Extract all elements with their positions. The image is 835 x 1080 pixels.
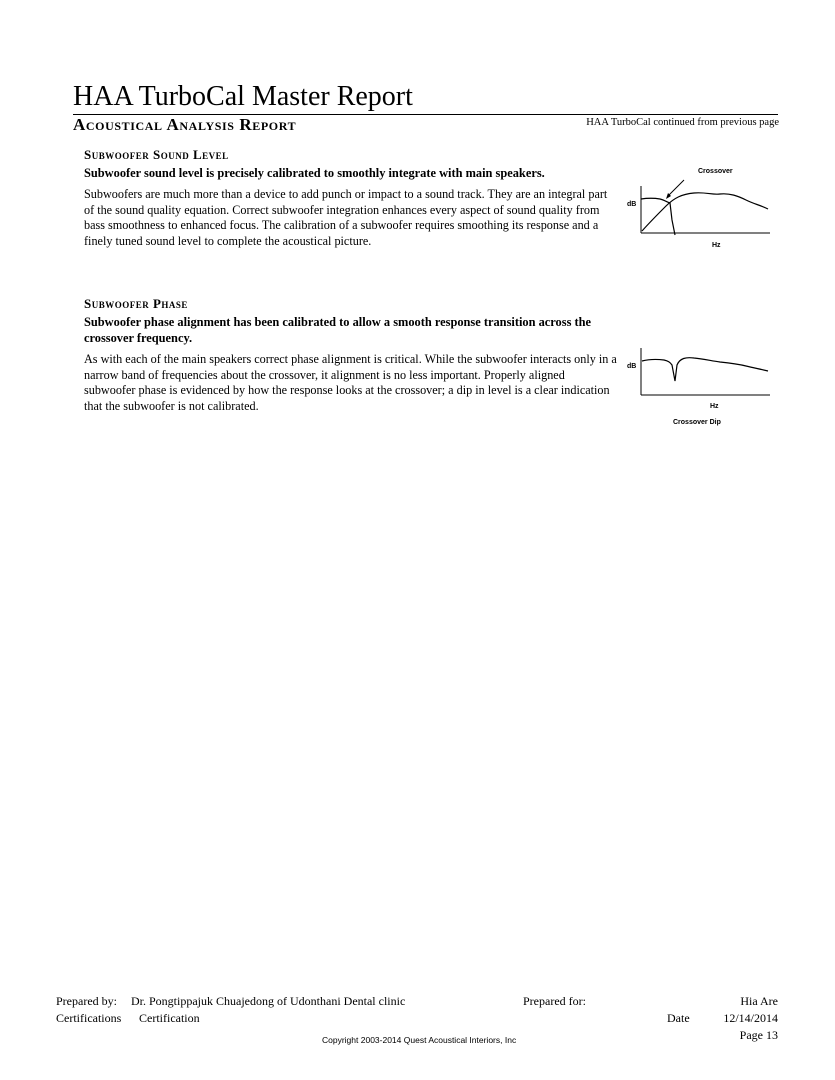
section-body-sound-level: Subwoofers are much more than a device to add punch or impact to a sound track. They are an integral part of the sound quality equation. Correct subwoofer integration enhances every aspect of sound quality from bass smoothness to enhanced focus. The calibration of a subwoofer requires smoothing its response and a finely tuned sound level to complete the acoustical picture.: [84, 187, 608, 248]
section-heading-sound-level: Subwoofer Sound Level: [84, 147, 229, 162]
certifications-value: Certification: [139, 1011, 200, 1025]
crossover-dip-caption: Crossover Dip: [673, 419, 721, 426]
hz-label: Hz: [712, 242, 721, 249]
copyright: Copyright 2003-2014 Quest Acoustical Interiors, Inc: [322, 1035, 517, 1045]
main-speaker-curve: [642, 193, 768, 231]
date-value: 12/14/2014: [723, 1011, 778, 1025]
report-title: HAA TurboCal Master Report: [73, 81, 413, 112]
hz-label: Hz: [710, 403, 719, 410]
date-label: Date: [667, 1011, 690, 1025]
certifications-label: Certifications: [56, 1011, 122, 1025]
db-label: dB: [627, 363, 637, 370]
prepared-by-value: Dr. Pongtippajuk Chuajedong of Udonthani Dental clinic: [131, 994, 406, 1008]
crossover-diagram: [620, 160, 780, 260]
section-lead-sound-level: Subwoofer sound level is precisely calibrated to smoothly integrate with main speakers.: [84, 166, 545, 180]
response-curve: [642, 358, 768, 381]
report-subtitle: Acoustical Analysis Report: [73, 115, 297, 134]
prepared-for-value: Hia Are: [740, 994, 778, 1008]
prepared-for-label: Prepared for:: [523, 994, 586, 1008]
section-heading-phase: Subwoofer Phase: [84, 296, 188, 311]
subwoofer-curve: [641, 198, 675, 235]
prepared-by-label: Prepared by:: [56, 994, 117, 1008]
section-body-phase: As with each of the main speakers correct phase alignment is critical. While the subwoofer interacts only in a narrow band of frequencies about the crossover, it alignment is no less important. Properly aligned subwoofer phase is evidenced by how the response looks at the crossover; a dip in level is a clear indication that the subwoofer is not calibrated.: [84, 352, 617, 413]
continued-note: HAA TurboCal continued from previous page: [586, 117, 779, 128]
db-label: dB: [627, 201, 637, 208]
crossover-dip-diagram: [620, 345, 780, 430]
section-lead-phase: Subwoofer phase alignment has been calibrated to allow a smooth response transition across the crossover frequency.: [84, 315, 592, 345]
crossover-pointer: [668, 180, 684, 196]
crossover-label: Crossover: [698, 168, 733, 175]
page-number: Page 13: [739, 1028, 778, 1042]
